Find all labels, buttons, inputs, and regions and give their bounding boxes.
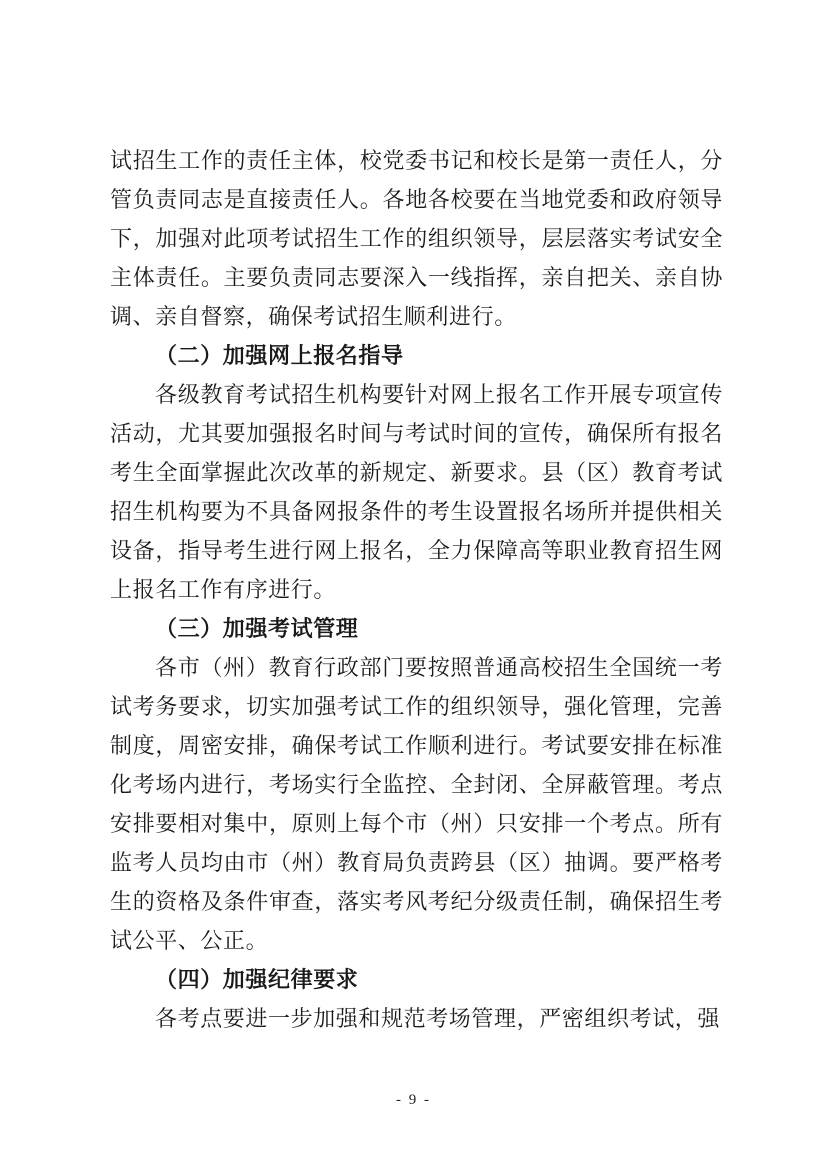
paragraph-continuation: 试招生工作的责任主体，校党委书记和校长是第一责任人，分管负责同志是直接责任人。各地各校要在当地党委和政府领导下，加强对此项考试招生工作的组织领导，层层落实考试安全主体责任。主要负责同志要深入一线指挥，亲自把关、亲自协调、亲自督察，确保考试招生顺利进行。 (110, 148, 723, 329)
document-body (110, 141, 723, 1038)
paragraph-section-3: 各市（州）教育行政部门要按照普通高校招生全国统一考试考务要求，切实加强考试工作的组织领导，强化管理，完善制度，周密安排，确保考试工作顺利进行。考试要安排在标准化考场内进行，考场实行全监控、全封闭、全屏蔽管理。考点安排要相对集中，原则上每个市（州）只安排一个考点。所有监考人员均由市（州）教育局负责跨县（区）抽调。要严格考生的资格及条件审查，落实考风考纪分级责任制，确保招生考试公平、公正。 (110, 655, 723, 953)
section-heading-4: （四）加强纪律要求 (155, 967, 359, 992)
page-number: - 9 - (396, 1092, 431, 1108)
paragraph-section-4: 各考点要进一步加强和规范考场管理，严密组织考试，强 (155, 1006, 721, 1031)
section-heading-3: （三）加强考试管理 (155, 616, 359, 641)
section-heading-2: （二）加强网上报名指导 (155, 343, 404, 368)
paragraph-section-2: 各级教育考试招生机构要针对网上报名工作开展专项宣传活动，尤其要加强报名时间与考试时间的宣传，确保所有报名考生全面掌握此次改革的新规定、新要求。县（区）教育考试招生机构要为不具备网报条件的考生设置报名场所并提供相关设备，指导考生进行网上报名，全力保障高等职业教育招生网上报名工作有序进行。 (110, 382, 723, 602)
